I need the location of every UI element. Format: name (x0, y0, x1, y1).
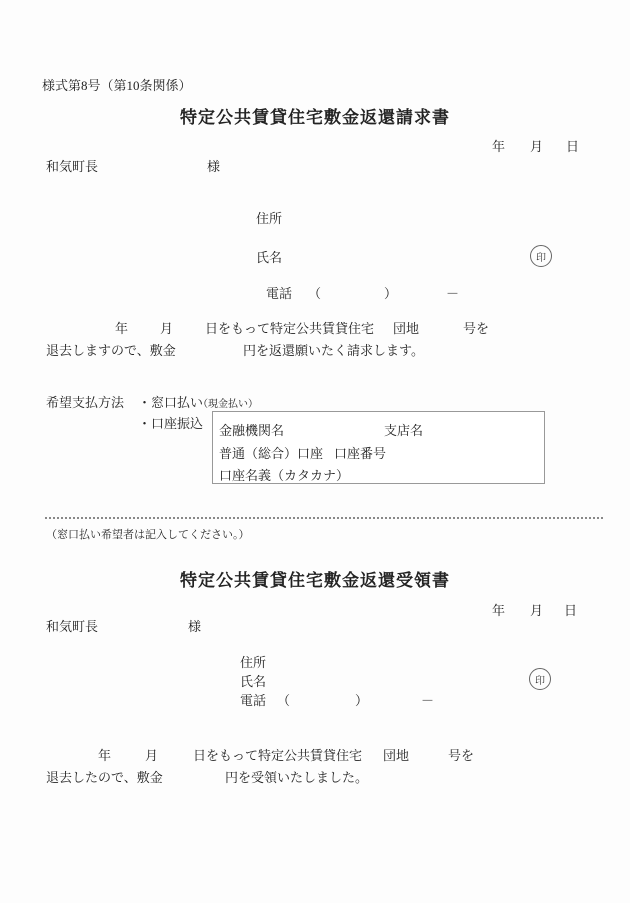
receipt-body-month: 月 (145, 748, 159, 763)
receipt-body-day-housing: 日をもって特定公共賃貸住宅 (193, 748, 363, 763)
form-number: 様式第8号（第10条関係） (42, 78, 192, 93)
receipt-date-year-label: 年 (492, 603, 506, 618)
request-title: 特定公共賃貸住宅敷金返還請求書 (180, 108, 450, 127)
receipt-addressee: 和気町長 (46, 619, 99, 634)
bank-institution-label: 金融機関名 (219, 423, 285, 438)
request-body-day-housing: 日をもって特定公共賃貸住宅 (205, 321, 375, 336)
payment-option-counter: ・窓口払い (138, 395, 204, 410)
payment-option-transfer: ・口座振込 (138, 416, 204, 431)
counter-payment-note: （窓口払い希望者は記入してください。） (46, 529, 250, 541)
receipt-body-line2-left: 退去したので、敷金 (46, 770, 163, 785)
bank-account-box (212, 411, 545, 484)
request-address-label: 住所 (256, 211, 283, 226)
request-date-day-label: 日 (566, 139, 580, 154)
request-seal-stamp (530, 245, 552, 267)
receipt-address-label: 住所 (240, 655, 267, 670)
receipt-phone-dash: － (421, 693, 435, 708)
receipt-date-day-label: 日 (564, 603, 578, 618)
payment-option-counter-note: （現金払い） (198, 399, 258, 410)
receipt-title: 特定公共賃貸住宅敷金返還受領書 (180, 571, 450, 590)
request-body-danchi: 団地 (393, 321, 420, 336)
request-body-year: 年 (115, 321, 129, 336)
dotted-separator (45, 517, 603, 519)
receipt-body-year: 年 (98, 748, 112, 763)
receipt-body-line2-right: 円を受領いたしました。 (225, 770, 369, 785)
bank-account-number-label: 口座番号 (334, 446, 387, 461)
receipt-body-gou: 号を (448, 748, 475, 763)
request-date-month-label: 月 (530, 139, 544, 154)
receipt-phone-close-paren: ） (355, 693, 369, 708)
seal-glyph: 印 (536, 252, 546, 264)
bank-account-type-label: 普通（総合）口座 (219, 446, 324, 461)
payment-method-label: 希望支払方法 (46, 395, 125, 410)
request-phone-close-paren: ） (384, 286, 398, 301)
receipt-honorific: 様 (188, 619, 202, 634)
request-body-line2-left: 退去しますので、敷金 (46, 343, 176, 358)
bank-account-holder-label: 口座名義（カタカナ） (219, 468, 350, 483)
request-body-month: 月 (160, 321, 174, 336)
request-body-line2-right: 円を返還願いたく請求します。 (243, 343, 424, 358)
request-phone-label: 電話 (266, 286, 293, 301)
request-name-label: 氏名 (256, 250, 283, 265)
receipt-name-label: 氏名 (240, 674, 267, 689)
request-phone-open-paren: （ (308, 286, 322, 301)
seal-glyph: 印 (535, 675, 545, 687)
request-phone-dash: － (446, 286, 460, 301)
receipt-date-month-label: 月 (530, 603, 544, 618)
request-honorific: 様 (207, 159, 221, 174)
request-addressee: 和気町長 (46, 159, 99, 174)
receipt-seal-stamp (529, 668, 551, 690)
request-body-gou: 号を (463, 321, 490, 336)
request-date-year-label: 年 (492, 139, 506, 154)
receipt-body-danchi: 団地 (383, 748, 410, 763)
receipt-phone-label: 電話 (240, 693, 267, 708)
bank-branch-label: 支店名 (384, 423, 424, 438)
receipt-phone-open-paren: （ (277, 693, 291, 708)
